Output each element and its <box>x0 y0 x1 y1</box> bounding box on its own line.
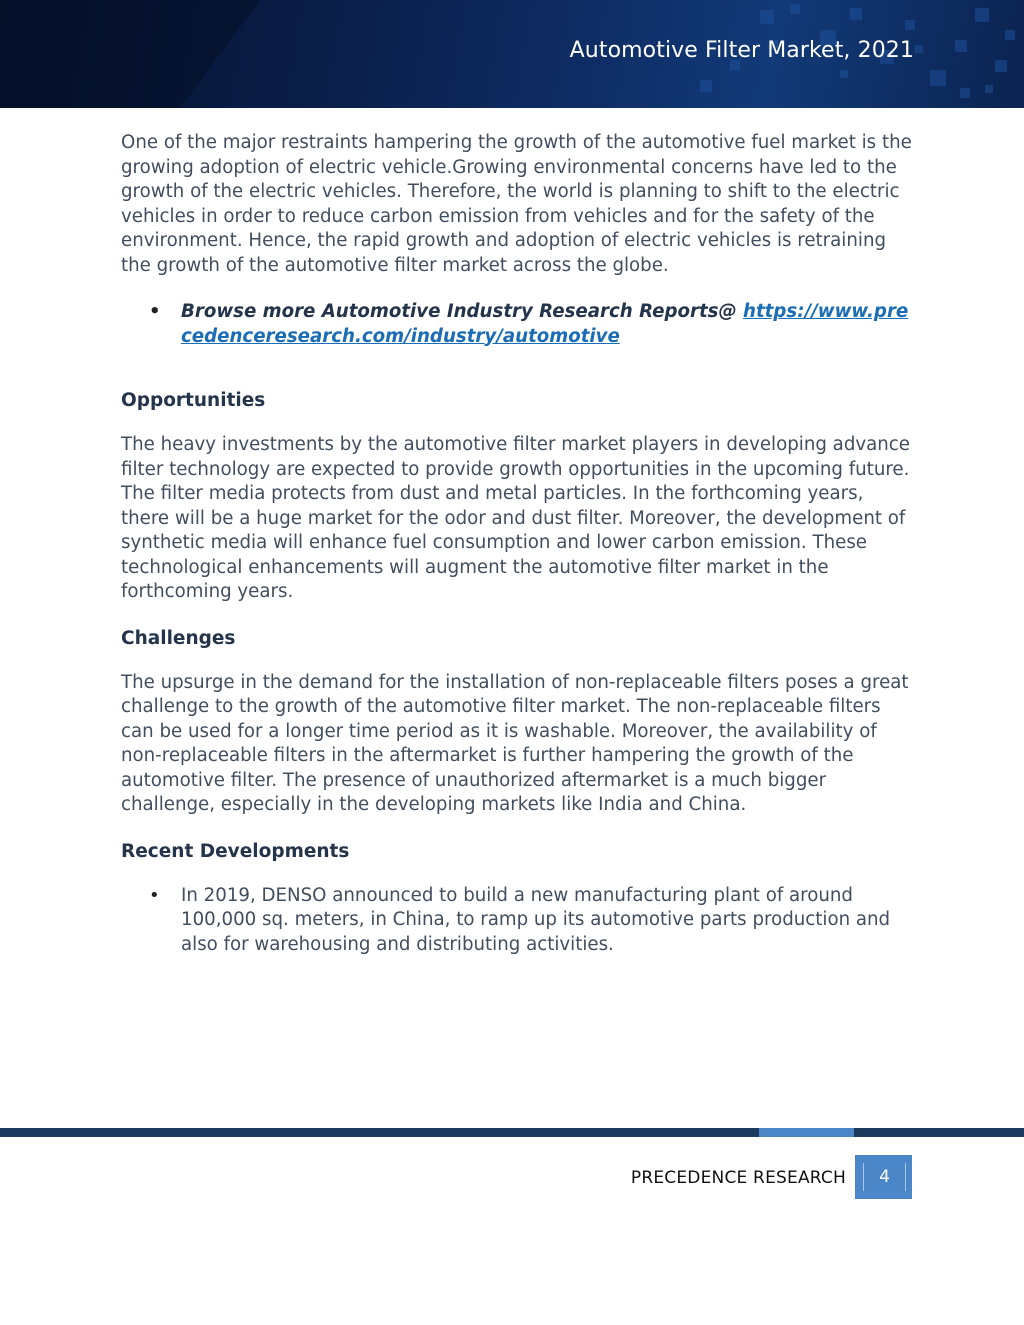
opportunities-heading: Opportunities <box>121 390 266 411</box>
bullet-icon: • <box>149 301 161 322</box>
browse-more-item <box>121 300 913 349</box>
page-number-box <box>855 1155 912 1199</box>
list-item <box>121 884 913 958</box>
automotive-industry-link[interactable]: https://www.precedenceresearch.com/industry/automotive <box>181 301 909 347</box>
recent-developments-heading: Recent Developments <box>121 840 350 862</box>
challenges-heading: Challenges <box>121 627 236 649</box>
document-body <box>121 131 913 979</box>
bullet-icon: • <box>149 884 160 906</box>
page-number: 4 <box>863 1163 906 1191</box>
footer-divider <box>0 1128 1024 1137</box>
header-band <box>0 0 1024 108</box>
header-title: Automotive Filter Market, 2021 <box>569 38 914 63</box>
footer-accent-bar <box>759 1128 854 1137</box>
opportunities-paragraph: The heavy investments by the automotive filter market players in developing advance filter technology are expected to provide growth opportunities in the upcoming future. The filter media protects from dust and metal particles. In the forthcoming years, there will be a huge market for the odor and dust filter. Moreover, the development of synthetic media will enhance fuel consumption and lower carbon emission. These technological enhancements will augment the automotive filter market in the forthcoming years. <box>121 434 910 602</box>
browse-list <box>121 300 913 349</box>
challenges-paragraph: The upsurge in the demand for the installation of non-replaceable filters poses a great challenge to the growth of the automotive filter market. The non-replaceable filters can be used for a longer time period as it is washable. Moreover, the availability of non-replaceable filters in the aftermarket is further hampering the growth of the automotive filter. The presence of unauthorized aftermarket is a much bigger challenge, especially in the developing markets like India and China. <box>121 671 909 815</box>
intro-paragraph: One of the major restraints hampering the growth of the automotive fuel market is the growing adoption of electric vehicle.Growing environmental concerns have led to the growth of the electric vehicles. Therefore, the world is planning to shift to the electric vehicles in order to reduce carbon emission from vehicles and for the safety of the environment. Hence, the rapid growth and adoption of electric vehicles is retraining the growth of the automotive filter market across the globe. <box>121 132 912 276</box>
browse-text: Browse more Automotive Industry Research Reports@ <box>181 301 744 322</box>
recent-developments-list <box>121 884 913 958</box>
development-text: In 2019, DENSO announced to build a new manufacturing plant of around 100,000 sq. meters, in China, to ramp up its automotive parts production and also for warehousing and distributing activities. <box>181 884 891 955</box>
footer-brand: PRECEDENCE RESEARCH <box>630 1168 846 1188</box>
